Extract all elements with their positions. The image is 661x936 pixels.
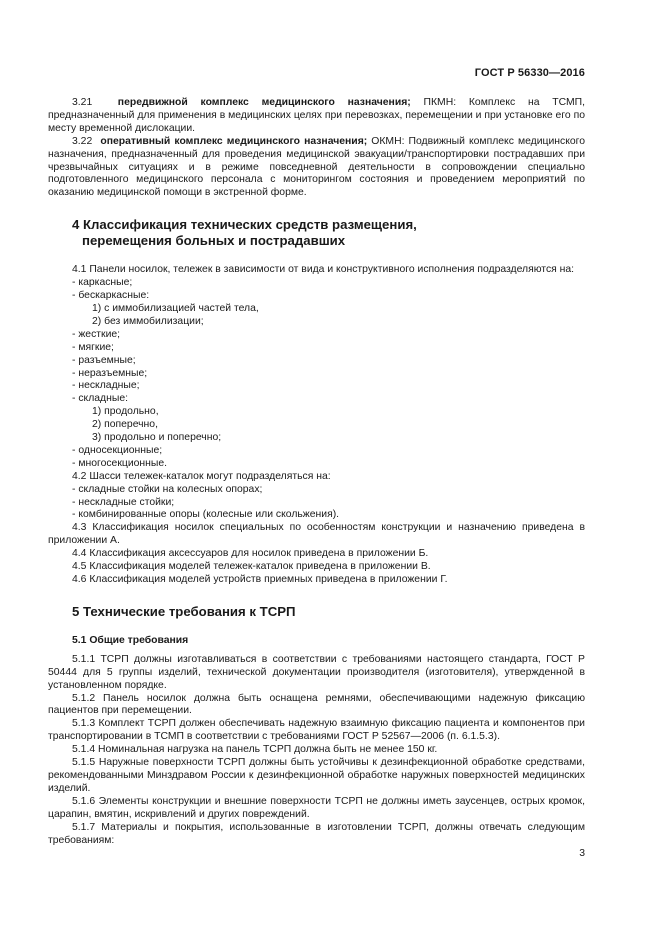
paragraph-5-1-1: 5.1.1 ТСРП должны изготавливаться в соответствии с требованиями настоящего стандарта, ГОСТ Р 50444 для 5 группы изделий, технической документации производителя (изготовителя), утвержденной в установленном порядке. <box>48 653 585 691</box>
paragraph-4-4: 4.4 Классификация аксессуаров для носилок приведена в приложении Б. <box>72 548 429 560</box>
paragraph-4-3: 4.3 Классификация носилок специальных по особенностям конструкции и назначению приведена в приложении А. <box>48 522 585 547</box>
list-subitem: 3) продольно и поперечно; <box>92 432 222 444</box>
list-item: - бескаркасные: <box>72 290 150 302</box>
list-item: - нескладные; <box>72 380 140 392</box>
section-4-heading <box>48 217 585 249</box>
paragraph-5-1-6: 5.1.6 Элементы конструкции и внешние поверхности ТСРП не должны иметь заусенцев, острых кромок, царапин, вмятин, искривлений и других повреждений. <box>48 795 585 820</box>
definition-term: передвижной комплекс медицинского назначения; <box>117 97 411 108</box>
definition-text: ОКМН: Подвижный комплекс медицинского назначения, предназначенный для проведения медицинской эвакуации/транспортировки пострадавших при чрезвычайных ситуациях и в режиме повседневной деятельности в сопровождении специально подготовленного медицинского персонала с мониторингом состояния и проведением мероприятий по оказанию медицинской помощи в экстренной форме. <box>48 135 585 199</box>
list-item: - односекционные; <box>72 444 163 456</box>
paragraph-5-1-4: 5.1.4 Номинальная нагрузка на панель ТСРП должна быть не менее 150 кг. <box>72 744 438 756</box>
list-item: - жесткие; <box>72 328 121 340</box>
definition-number: 3.22 <box>72 135 93 147</box>
list-subitem: 2) без иммобилизации; <box>92 315 204 327</box>
list-item: - складные: <box>72 393 128 405</box>
definition-number: 3.21 <box>72 97 93 108</box>
section-4-title-line2: перемещения больных и пострадавших <box>82 233 346 249</box>
section-5-heading: 5 Технические требования к ТСРП <box>72 603 296 619</box>
paragraph-5-1-7: 5.1.7 Материалы и покрытия, использованные в изготовлении ТСРП, должны отвечать следующим требованиям: <box>48 821 585 846</box>
definition-term: оперативный комплекс медицинского назначения; <box>100 135 368 147</box>
list-item: - мягкие; <box>72 341 114 353</box>
list-subitem: 1) с иммобилизацией частей тела, <box>92 302 259 314</box>
paragraph-5-1-3: 5.1.3 Комплект ТСРП должен обеспечивать надежную взаимную фиксацию пациента и компонентов при транспортировании в ТСМП в соответствии с требованиями ГОСТ Р 52567—2006 (п. 6.1.5.3). <box>48 718 585 743</box>
list-subitem: 2) поперечно, <box>92 419 158 431</box>
paragraph-5-1-2: 5.1.2 Панель носилок должна быть оснащена ремнями, обеспечивающими надежную фиксацию пациентов при перемещении. <box>48 692 585 717</box>
paragraph-4-1: 4.1 Панели носилок, тележек в зависимости от вида и конструктивного исполнения подразделяются на: <box>72 264 575 276</box>
definition-3-21 <box>48 97 585 136</box>
document-body <box>48 97 585 847</box>
document-header-id: ГОСТ Р 56330—2016 <box>474 67 585 79</box>
list-item: - разъемные; <box>72 354 136 366</box>
page-number: 3 <box>579 848 585 859</box>
list-item: - каркасные; <box>72 277 133 289</box>
subsection-5-1-heading: 5.1 Общие требования <box>72 634 189 646</box>
paragraph-4-5: 4.5 Классификация моделей тележек-каталок приведена в приложении В. <box>72 561 431 573</box>
list-item: - неразъемные; <box>72 367 148 379</box>
list-item: - складные стойки на колесных опорах; <box>72 483 263 495</box>
list-item: - комбинированные опоры (колесные или скольжения). <box>72 509 340 521</box>
document-page <box>48 0 585 936</box>
list-subitem: 1) продольно, <box>92 406 159 418</box>
definition-text: ПКМН: Комплекс на ТСМП, предназначенный для применения в медицинских целях при перевозках, перемещении и при установке его по месту временной дислокации. <box>48 97 585 134</box>
paragraph-5-1-5: 5.1.5 Наружные поверхности ТСРП должны быть устойчивы к дезинфекционной обработке средствами, рекомендованными Минздравом России к дезинфекционной обработке наружных поверхностей медицинских изделий. <box>48 757 585 794</box>
paragraph-4-6: 4.6 Классификация моделей устройств приемных приведена в приложении Г. <box>72 574 448 585</box>
definition-3-22 <box>48 136 585 201</box>
list-item: - нескладные стойки; <box>72 496 175 508</box>
section-4-title-line1: 4 Классификация технических средств размещения, <box>72 217 417 233</box>
list-item: - многосекционные. <box>72 457 168 469</box>
paragraph-4-2: 4.2 Шасси тележек-каталок могут подразделяться на: <box>72 470 331 482</box>
